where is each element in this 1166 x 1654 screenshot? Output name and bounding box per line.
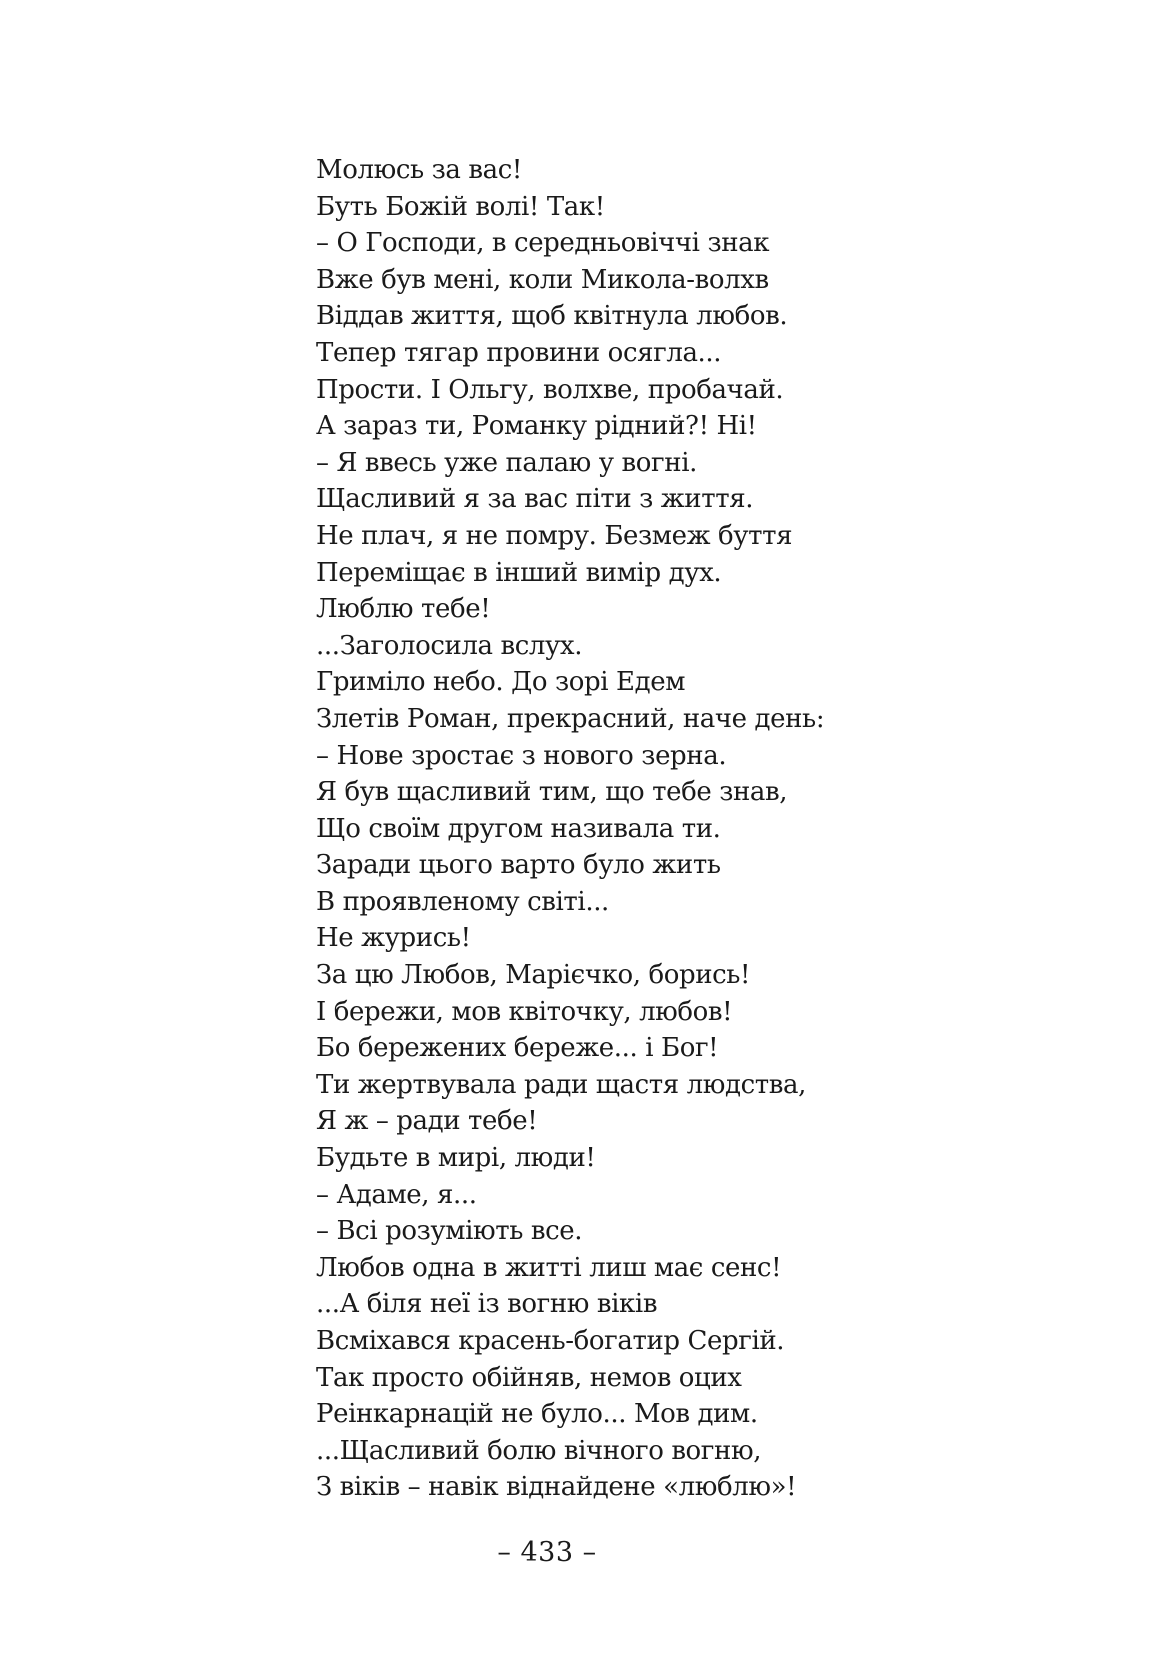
poem-line: – О Господи, в середньовіччі знак (316, 228, 770, 259)
poem-line: А зараз ти, Романку рідний?! Ні! (316, 411, 757, 442)
poem-line: Я ж – ради тебе! (316, 1106, 538, 1137)
poem-line: – Нове зростає з нового зерна. (316, 740, 727, 771)
poem-line: І бережи, мов квіточку, любов! (316, 996, 733, 1027)
poem-line: Злетів Роман, прекрасний, наче день: (316, 703, 825, 734)
poem-line: Переміщає в інший вимір дух. (316, 557, 722, 588)
poem-line: За цю Любов, Марієчко, борись! (316, 960, 751, 991)
poem-line: ...Щасливий болю вічного вогню, (316, 1435, 762, 1466)
poem-line: Ти жертвувала ради щастя людства, (316, 1069, 806, 1100)
poem-line: Тепер тягар провини осягла... (316, 337, 722, 368)
poem-line: Віддав життя, щоб квітнула любов. (316, 301, 788, 332)
poem-line: Щасливий я за вас піти з життя. (316, 484, 754, 515)
poem-line: Будьте в мирі, люди! (316, 1143, 596, 1174)
poem-line: Так просто обійняв, немов оцих (316, 1362, 742, 1393)
poem-line: Люблю тебе! (316, 594, 491, 625)
poem-line: Прости. І Ольгу, волхве, пробачай. (316, 374, 784, 405)
poem-line: Вже був мені, коли Микола-волхв (316, 264, 769, 295)
poem-line: Не плач, я не помру. Безмеж буття (316, 520, 793, 551)
poem-line: – Я ввесь уже палаю у вогні. (316, 447, 697, 478)
poem-line: В проявленому світі... (316, 886, 609, 917)
poem-line: Я був щасливий тим, що тебе знав, (316, 777, 788, 808)
poem-line: Любов одна в житті лиш має сенс! (316, 1252, 782, 1283)
poem-line: Реінкарнацій не було... Мов дим. (316, 1399, 758, 1430)
poem-text (316, 152, 824, 1506)
poem-line: Не журись! (316, 923, 471, 954)
poem-line: З віків – навік віднайдене «люблю»! (316, 1472, 797, 1503)
poem-line: ...Заголосила вслух. (316, 630, 583, 661)
poem-line: – Всі розуміють все. (316, 1216, 583, 1247)
poem-line: Молюсь за вас! (316, 155, 522, 185)
poem-line: Гриміло небо. До зорі Едем (316, 667, 686, 698)
poem-line: Що своїм другом називала ти. (316, 813, 721, 844)
poem-line: – Адаме, я... (316, 1179, 477, 1210)
page-number: – 433 – (497, 1537, 597, 1568)
poem-line: Буть Божій волі! Так! (316, 191, 605, 222)
poem-line: Заради цього варто було жить (316, 850, 721, 881)
poem-line: Бо бережених береже... і Бог! (316, 1033, 719, 1064)
poem-line: ...А біля неї із вогню віків (316, 1289, 658, 1320)
poem-line: Всміхався красень-богатир Сергій. (316, 1326, 785, 1356)
